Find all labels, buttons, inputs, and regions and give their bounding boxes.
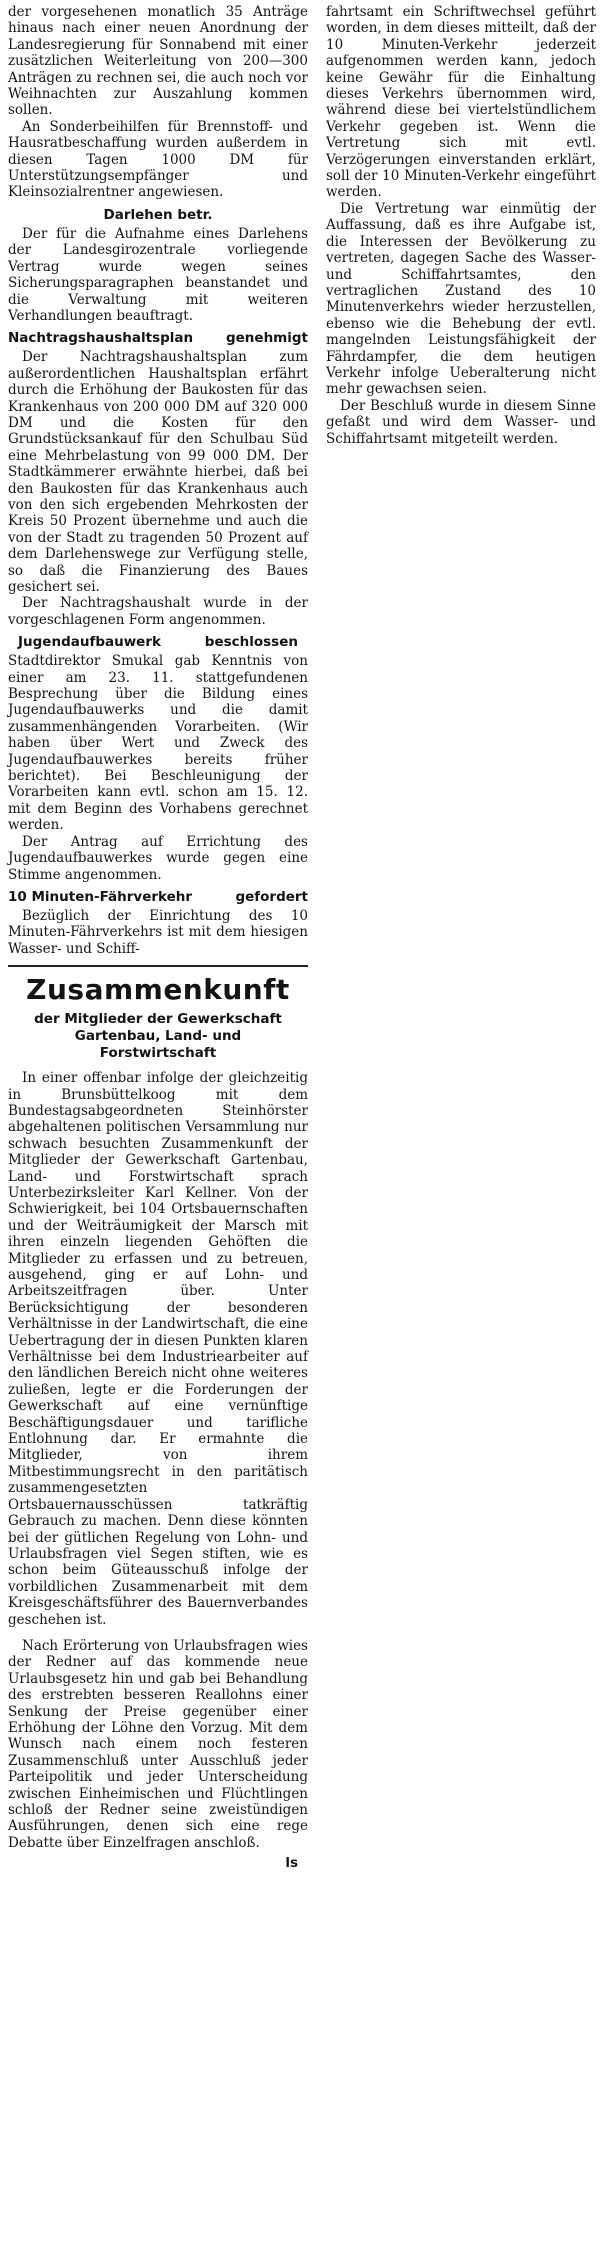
paragraph-vertretung-opinion: Die Vertretung war einmütig der Auffassung, daß es ihre Aufgabe ist, die Interessen der Bevölkerung zu vertreten, dagegen Sache des Wasser- und Schiffahrtsamtes, den vertraglichen Zustand des 10 Minutenverkehrs wieder herzustellen, ebenso wie die Behebung der evtl. mangelnden Leistungsfähigkeit der Fährdampfer, die dem heutigen Verkehr infolge Ueberalterung nicht mehr gewachsen seien.: [326, 200, 596, 398]
paragraph-darlehen: Der für die Aufnahme eines Darlehens der Landesgirozentrale vorliegende Vertrag wurde wegen seines Sicherungsparagraphen beanstandet und die Verwaltung mit weiteren Verhandlungen beauftragt.: [8, 225, 308, 324]
heading-jugend-right: beschlossen: [204, 634, 298, 651]
heading-jugendaufbauwerk: [8, 634, 308, 651]
paragraph-faehre-continued: fahrtsamt ein Schriftwechsel geführt worden, in dem dieses mitteilt, daß der 10 Minuten-Verkehr jederzeit aufgenommen werden kann, jedoch keine Gewähr für die Einhaltung dieses Verkehrs übernommen wird, während diese bei viertelstündlichem Verkehr gegeben ist. Wenn die Vertretung sich mit evtl. Verzögerungen einverstanden erklärt, soll der 10 Minuten-Verkehr eingeführt werden.: [326, 4, 596, 201]
article-title: Zusammenkunft: [26, 973, 290, 1007]
paragraph-zusammenkunft-closing: Nach Erörterung von Urlaubsfragen wies der Redner auf das kommende neue Urlaubsgesetz hin und gab bei Behandlung des erstrebten besseren Reallohns einer Senkung der Preise gegenüber einer Erhöhung der Löhne den Vorzug. Mit dem Wunsch nach einem noch festeren Zusammenschluß unter Ausschluß jeder Parteipolitik und jeder Unterscheidung zwischen Einheimischen und Flüchtlingen schloß der Redner seine zweistündigen Ausführungen, denen sich eine rege Debatte über Einzelfragen anschloß.: [8, 1637, 308, 1851]
paragraph-welfare-applications: der vorgesehenen monatlich 35 Anträge hinaus nach einer neuen Anordnung der Landesregierung für Sonnabend mit einer zusätzlichen Weiterleitung von 200—300 Anträgen zu rechnen sei, die auch noch vor Weihnachten zur Auszahlung kommen sollen.: [8, 4, 308, 119]
heading-faehre-right: gefordert: [235, 888, 308, 905]
paragraph-nachtrag-details: Der Nachtragshaushaltsplan zum außerordentlichen Haushaltsplan erfährt durch die Erhöhung der Baukosten für das Krankenhaus von 200 000 DM auf 320 000 DM und die Kosten für den Grundstücksankauf für den Schulbau Süd eine Mehrbelastung von 99 000 DM. Der Stadtkämmerer erwähnte hierbei, daß bei den Baukosten für das Krankenhaus auch von den sich ergebenden Mehrkosten der Kreis 50 Prozent übernehme und auch die von der Stadt zu tragenden 50 Prozent auf dem Darlehenswege zur Verfügung stelle, so daß die Finanzierung des Baues gesichert sei.: [8, 349, 308, 595]
paragraph-faehre-start: Bezüglich der Einrichtung des 10 Minuten-Fährverkehrs ist mit dem hiesigen Wasser- und Schiff-: [8, 907, 308, 957]
heading-nachtrag-right: genehmigt: [225, 330, 308, 347]
paragraph-nachtrag-accepted: Der Nachtragshaushalt wurde in der vorgeschlagenen Form angenommen.: [8, 595, 308, 628]
paragraph-jugend-accepted: Der Antrag auf Errichtung des Jugendaufbauwerkes wurde gegen eine Stimme angenommen.: [8, 833, 308, 883]
paragraph-beschluss: Der Beschluß wurde in diesem Sinne gefaßt und wird dem Wasser- und Schiffahrtsamt mitgeteilt werden.: [326, 397, 596, 447]
paragraph-zusammenkunft-main: In einer offenbar infolge der gleichzeitig in Brunsbüttelkoog mit dem Bundestagsabgeordneten Steinhörster abgehaltenen politischen Versammlung nur schwach besuchten Zusammenkunft der Mitglieder der Gewerkschaft Gartenbau, Land- und Forstwirtschaft sprach Unterbezirksleiter Karl Kellner. Von der Schwierigkeit, bei 104 Ortsbauernschaften und der Weiträumigkeit der Marsch mit ihren einzeln liegenden Gehöften die Mitglieder zu erfassen und zu betreuen, ausgehend, ging er auf Lohn- und Arbeitszeitfragen über. Unter Berücksichtigung der besonderen Verhältnisse in der Landwirtschaft, die eine Uebertragung der in diesen Punkten klaren Verhältnisse bei dem Industriearbeiter auf den ländlichen Bereich nicht ohne weiteres zuließen, legte er die Forderungen der Gewerkschaft auf eine vernünftige Beschäftigungsdauer und tarifliche Entlohnung dar. Er ermahnte die Mitglieder, von ihrem Mitbestimmungsrecht in den paritätisch zusammengesetzten Ortsbauernausschüssen tatkräftig Gebrauch zu machen. Denn diese könnten bei der gütlichen Regelung von Lohn- und Urlaubsfragen viel Segen stiften, wie es schon beim Güteausschuß infolge der vorbildlichen Zusammenarbeit mit dem Kreisgeschäftsführer des Bauernverbandes geschehen ist.: [8, 1070, 308, 1628]
paragraph-special-aid: An Sonderbeihilfen für Brennstoff- und Hausratbeschaffung wurden außerdem in diesen Tagen 1000 DM für Unterstützungsempfänger und Kleinsozialrentner angewiesen.: [8, 118, 308, 201]
heading-darlehen: Darlehen betr.: [103, 206, 213, 223]
heading-faehrverkehr: [8, 889, 308, 906]
paragraph-jugend-details: Stadtdirektor Smukal gab Kenntnis von einer am 23. 11. stattgefundenen Besprechung über die Bildung eines Jugendaufbauwerks und die damit zusammenhängenden Vorarbeiten. (Wir haben über Wert und Zweck des Jugendaufbauwerkes bereits früher berichtet). Bei Beschleunigung der Vorarbeiten kann evtl. schon am 15. 12. mit dem Beginn des Vorhabens gerechnet werden.: [8, 653, 308, 834]
article-subtitle: der Mitglieder der Gewerkschaft Gartenbau, Land- und Forstwirtschaft: [34, 1011, 282, 1062]
section-divider: [8, 965, 308, 967]
author-signature: ls: [285, 1855, 298, 1872]
heading-nachtrag-left: Nachtragshaushaltsplan: [8, 330, 194, 347]
heading-jugend-left: Jugendaufbauwerk: [18, 634, 161, 651]
heading-faehre-left: 10 Minuten-Fährverkehr: [8, 888, 193, 905]
left-column: [8, 4, 308, 1871]
right-column: [326, 4, 596, 447]
heading-nachtragshaushaltsplan: [8, 330, 308, 347]
